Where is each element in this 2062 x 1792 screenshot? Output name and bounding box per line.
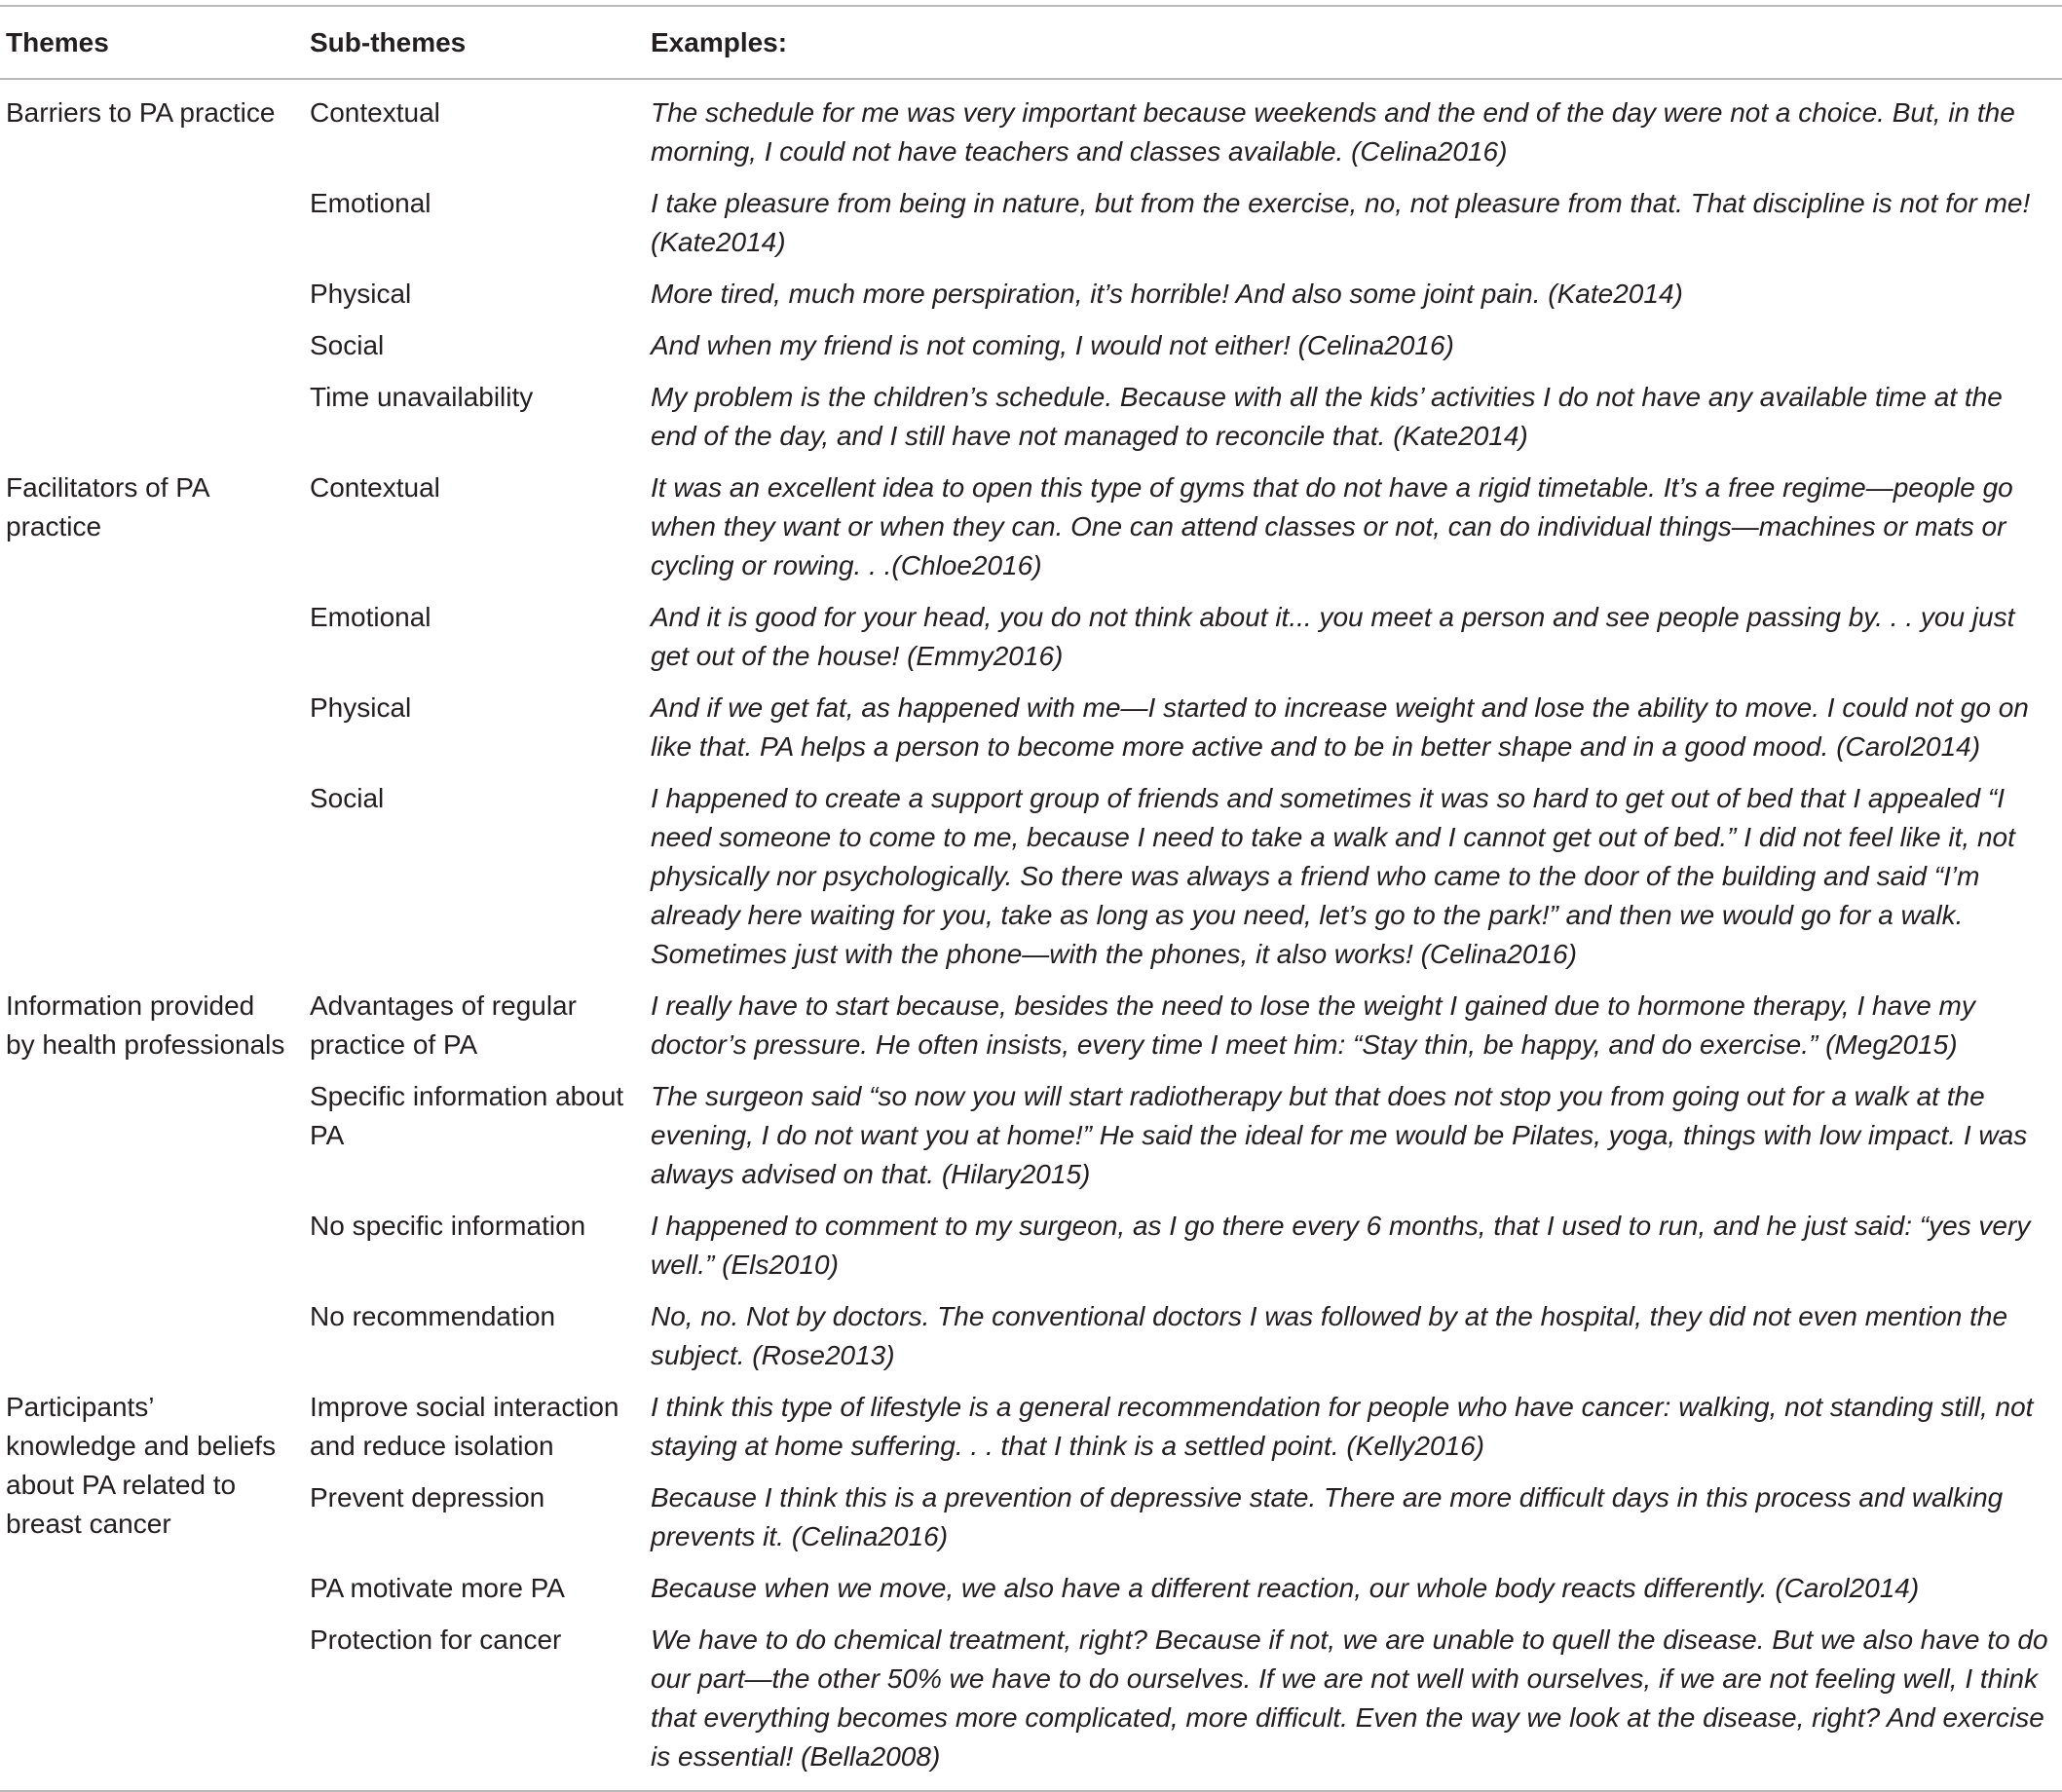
table-body bbox=[0, 79, 2062, 1791]
example-cell: And if we get fat, as happened with me—I started to increase weight and lose the ability to move. I could not go on like that. PA helps a person to become more active and to be in better shape and in a good mood. (Carol2014) bbox=[651, 692, 2029, 762]
example-cell: I happened to create a support group of friends and sometimes it was so hard to get out of bed that I appealed “I need someone to come to me, because I need to take a walk and I cannot get out of bed.” I did not feel like it, not physically nor psychologically. So there was always a friend who came to the door of the building and said “I’m already here waiting for you, take as long as you need, let’s go to the park!” and then we would go for a walk. Sometimes just with the phone—with the phones, it also works! (Celina2016) bbox=[651, 783, 2015, 969]
example-cell: I happened to comment to my surgeon, as I go there every 6 months, that I used to run, and he just said: “yes very well.” (Els2010) bbox=[651, 1211, 2031, 1280]
sub-theme-cell: Contextual bbox=[310, 97, 440, 128]
table-row bbox=[0, 372, 2062, 463]
table-row bbox=[0, 1291, 2062, 1382]
sub-theme-cell: Social bbox=[310, 783, 385, 813]
sub-theme-cell: Improve social interaction and reduce isolation bbox=[310, 1392, 619, 1461]
example-cell: It was an excellent idea to open this type of gyms that do not have a rigid timetable. It’s a free regime—people go when they want or when they can. One can attend classes or not, can do individual things—machines or mats or cycling or rowing. . .(Chloe2016) bbox=[651, 472, 2013, 580]
theme-cell: Facilitators of PA practice bbox=[6, 472, 209, 541]
table-row bbox=[0, 320, 2062, 372]
themes-table-container bbox=[0, 5, 2062, 1792]
table-row bbox=[0, 1473, 2062, 1563]
themes-table bbox=[0, 5, 2062, 1792]
sub-theme-cell: Physical bbox=[310, 279, 412, 309]
theme-cell: Barriers to PA practice bbox=[6, 97, 276, 128]
example-cell: And when my friend is not coming, I would not either! (Celina2016) bbox=[651, 330, 1454, 360]
example-cell: Because I think this is a prevention of depressive state. There are more difficult days in this process and walking prevents it. (Celina2016) bbox=[651, 1482, 2004, 1551]
sub-theme-cell: Contextual bbox=[310, 472, 440, 503]
example-cell: The schedule for me was very important because weekends and the end of the day were not a choice. But, in the morning, I could not have teachers and classes available. (Celina2016) bbox=[651, 97, 2015, 167]
table-row bbox=[0, 773, 2062, 981]
example-cell: The surgeon said “so now you will start radiotherapy but that does not stop you from going out for a walk at the evening, I do not want you at home!” He said the ideal for me would be Pilates, yoga, things with low impact. I was always advised on that. (Hilary2015) bbox=[651, 1081, 2028, 1189]
header-row bbox=[0, 6, 2062, 79]
theme-cell: Information provided by health professionals bbox=[6, 990, 285, 1060]
example-cell: I really have to start because, besides the need to lose the weight I gained due to hormone therapy, I have my doctor’s pressure. He often insists, every time I meet him: “Stay thin, be happy, and do exercise.” (Meg2015) bbox=[651, 990, 1975, 1060]
sub-theme-cell: Time unavailability bbox=[310, 382, 534, 412]
sub-theme-cell: Emotional bbox=[310, 602, 431, 632]
table-row bbox=[0, 592, 2062, 683]
sub-theme-cell: Physical bbox=[310, 692, 412, 723]
table-row bbox=[0, 269, 2062, 320]
example-cell: No, no. Not by doctors. The conventional doctors I was followed by at the hospital, they did not even mention the subject. (Rose2013) bbox=[651, 1301, 2008, 1370]
table-row bbox=[0, 463, 2062, 592]
table-row bbox=[0, 178, 2062, 269]
table-row bbox=[0, 683, 2062, 773]
example-cell: I take pleasure from being in nature, but from the exercise, no, not pleasure from that. That discipline is not for me! (Kate2014) bbox=[651, 188, 2031, 257]
table-row bbox=[0, 981, 2062, 1071]
sub-theme-cell: No specific information bbox=[310, 1211, 586, 1241]
example-cell: We have to do chemical treatment, right? Because if not, we are unable to quell the disease. But we also have to do our part—the other 50% we have to do ourselves. If we are not well with ourselves, if we are not feeling well, I think that everything becomes more complicated, more difficult. Even the way we look at the disease, right? And exercise is essential! (Bella2008) bbox=[651, 1624, 2048, 1772]
table-row bbox=[0, 1071, 2062, 1201]
sub-theme-cell: Prevent depression bbox=[310, 1482, 545, 1512]
example-cell: I think this type of lifestyle is a general recommendation for people who have cancer: walking, not standing still, not staying at home suffering. . . that I think is a settled point. (Kelly2016) bbox=[651, 1392, 2034, 1461]
sub-theme-cell: No recommendation bbox=[310, 1301, 556, 1331]
sub-theme-cell: Protection for cancer bbox=[310, 1624, 562, 1655]
sub-theme-cell: Specific information about PA bbox=[310, 1081, 624, 1150]
sub-theme-cell: Social bbox=[310, 330, 385, 360]
example-cell: And it is good for your head, you do not think about it... you meet a person and see people passing by. . . you just get out of the house! (Emmy2016) bbox=[651, 602, 2015, 671]
table-row bbox=[0, 1382, 2062, 1473]
header-sub-themes: Sub-themes bbox=[310, 27, 467, 57]
header-examples: Examples: bbox=[651, 27, 788, 57]
table-row bbox=[0, 79, 2062, 178]
theme-cell: Participants’ knowledge and beliefs about PA related to breast cancer bbox=[6, 1392, 277, 1539]
table-row bbox=[0, 1563, 2062, 1615]
table-row bbox=[0, 1201, 2062, 1291]
example-cell: More tired, much more perspiration, it’s horrible! And also some joint pain. (Kate2014) bbox=[651, 279, 1683, 309]
example-cell: Because when we move, we also have a different reaction, our whole body reacts differently. (Carol2014) bbox=[651, 1573, 1920, 1603]
sub-theme-cell: Advantages of regular practice of PA bbox=[310, 990, 577, 1060]
sub-theme-cell: PA motivate more PA bbox=[310, 1573, 565, 1603]
example-cell: My problem is the children’s schedule. Because with all the kids’ activities I do not have any available time at the end of the day, and I still have not managed to reconcile that. (Kate2014) bbox=[651, 382, 2003, 451]
sub-theme-cell: Emotional bbox=[310, 188, 431, 218]
table-row bbox=[0, 1615, 2062, 1791]
table-header bbox=[0, 6, 2062, 79]
header-themes: Themes bbox=[6, 27, 109, 57]
